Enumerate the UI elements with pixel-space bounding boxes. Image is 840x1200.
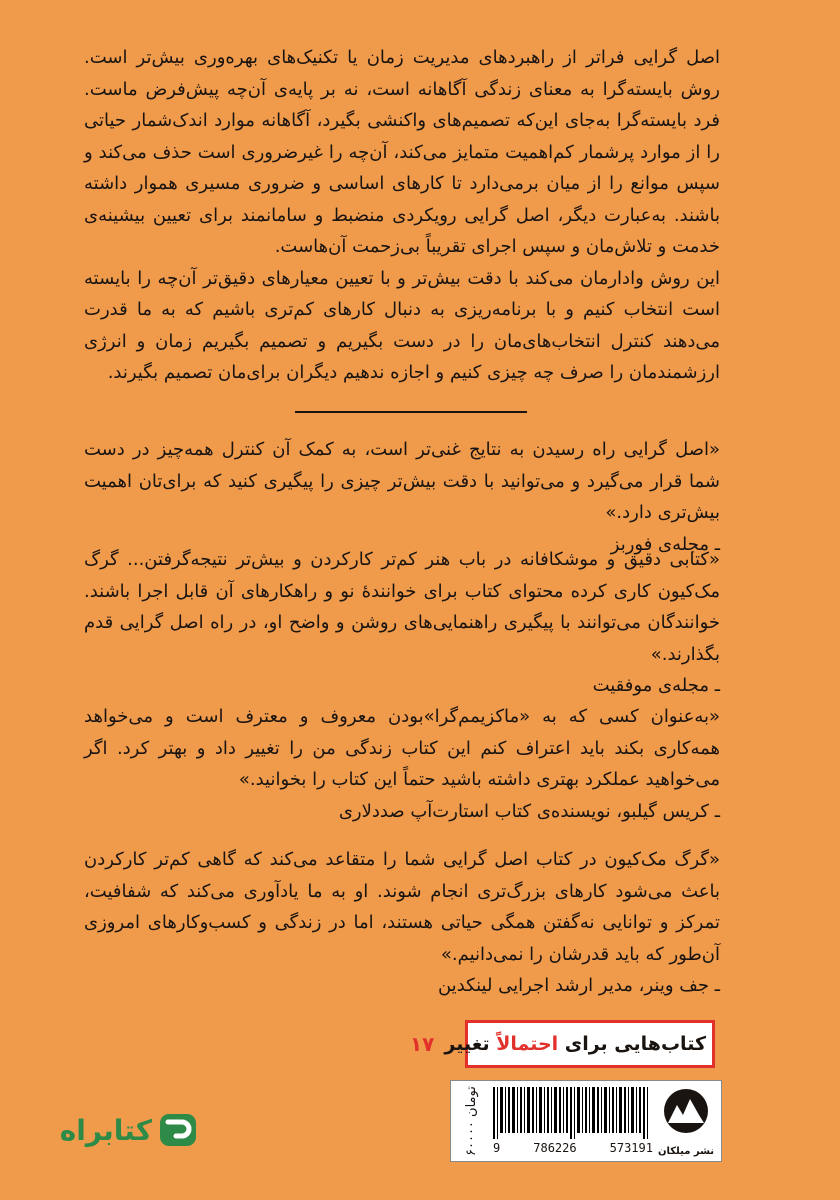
quote-block <box>84 544 720 702</box>
price-label: ۶۰۰۰۰ تومان <box>464 1086 479 1156</box>
isbn-number <box>493 1141 653 1155</box>
intro-text <box>84 42 720 389</box>
quote-attribution: ـ جف وینر، مدیر ارشد اجرایی لینکدین <box>437 975 720 996</box>
isbn-group-2: 573191 <box>609 1141 653 1155</box>
quote-attribution: ـ کریس گیلبو، نویسنده‌ی کتاب استارت‌آپ صددلاری <box>338 800 720 822</box>
isbn-group-1: 786226 <box>533 1141 577 1155</box>
intro-paragraph-2: این روش وادارمان می‌کند با دقت بیش‌تر و با تعیین معیارهای دقیق‌تر آن‌چه را بایسته است انتخاب کنیم و با برنامه‌ریزی به دنبال کارهای کم‌تری باشیم که به ما قدرت می‌دهند کنترل انتخاب‌های‌مان را در دست بگیریم و تصمیم بگیریم زمان و انرژی ارزشمندمان را صرف چه چیزی کنیم و اجازه ندهیم دیگران برای‌مان تصمیم بگیرند. <box>84 267 720 383</box>
isbn-prefix: 9 <box>493 1141 501 1155</box>
series-label <box>409 1020 715 1068</box>
intro-paragraph-1: اصل گرایی فراتر از راهبردهای مدیریت زمان یا تکنیک‌های بهره‌وری بیش‌تر است. روش بایسته‌گرا به معنای زندگی آگاهانه است، نه بر پایه‌ی آن‌چه پیش‌فرض ماست. فرد بایسته‌گرا به‌جای این‌که تصمیم‌های واکنشی بگیرد، آگاهانه موارد اندک‌شمار حیاتی را از موارد پرشمار کم‌اهمیت متمایز می‌کند، آن‌چه را غیرضروری است حذف می‌کند و سپس موانع را از میان برمی‌دارد تا کارهای اساسی و ضروری مسیری هموار داشته باشند. به‌عبارت دیگر، اصل گرایی رویکردی منضبط و سامانمند برای تعیین بیشینه‌ی خدمت و تلاش‌مان و سپس اجرای تقریباً بی‌زحمت آن‌هاست. <box>84 47 720 257</box>
series-number: ۱۷ <box>409 1032 435 1056</box>
quote-text: «کتابی دقیق و موشکافانه در باب هنر کم‌تر کارکردن و بیش‌تر نتیجه‌گرفتن... گرگ مک‌کیون کاری کرده محتوای کتاب برای خوانندهٔ نو و راهکارهای آن قابل اجرا باشند. خوانندگان می‌توانند با پیگیری راهنمایی‌های روشن و واضح او، در راه اصل گرایی قدم بگذارند.» <box>84 549 720 665</box>
barcode-icon <box>493 1087 653 1139</box>
quote-attribution: ـ مجله‌ی فوربز <box>610 533 720 555</box>
brand-logo <box>38 1100 198 1160</box>
publisher-name: نشر میلکان <box>657 1146 715 1157</box>
series-title-highlight: احتمالاً <box>496 1033 559 1055</box>
quote-text: «گرگ مک‌کیون در کتاب اصل گرایی شما را متقاعد می‌کند که گاهی کم‌تر کارکردن باعث می‌شود کارهای بزرگ‌تری انجام شوند. او به ما یادآوری می‌کند که شفافیت، تمرکز و توانایی نه‌گفتن همگی حیاتی هستند، اما در زندگی و کسب‌وکارهای امروزی آن‌طور که باید قدرشان را نمی‌دانیم.» <box>84 849 720 965</box>
brand-name: کتابراه <box>59 1113 152 1147</box>
section-divider <box>295 411 527 413</box>
quote-block <box>84 434 720 560</box>
series-title <box>444 1033 712 1055</box>
series-title-prefix: کتاب‌هایی برای <box>558 1033 706 1055</box>
quote-text: «به‌عنوان کسی که به «ماکزیمم‌گرا»بودن معروف و معترف است و می‌خواهد همه‌کاری بکند باید اعتراف کنم این کتاب زندگی من را تغییر داد و بهتر کرد. اگر می‌خواهید عملکرد بهتری داشته باشید حتماً این کتاب را بخوانید.» <box>84 706 720 790</box>
barcode-panel <box>450 1080 722 1162</box>
book-leaf-icon <box>158 1110 198 1150</box>
quote-attribution: ـ مجله‌ی موفقیت <box>592 675 720 696</box>
quote-block <box>84 844 720 1002</box>
series-title-suffix: تغییر <box>444 1033 497 1055</box>
quote-block <box>84 701 720 827</box>
quote-text: «اصل گرایی راه رسیدن به نتایج غنی‌تر است، به کمک آن کنترل همه‌چیز در دست شما قرار می‌گیرد و می‌توانید با دقت بیش‌تر چیزی را پیگیری کنید که برای‌تان اهمیت بیش‌تری دارد.» <box>84 439 720 523</box>
